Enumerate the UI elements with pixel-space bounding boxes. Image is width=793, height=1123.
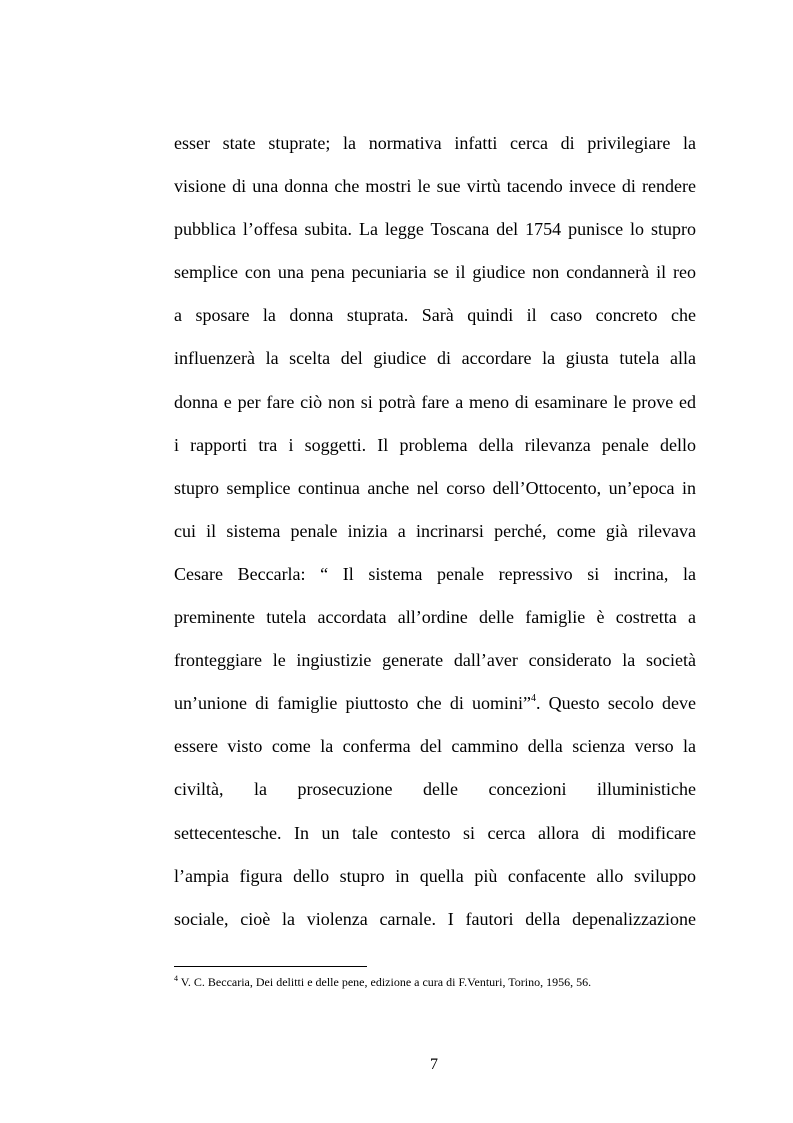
line-text-before-ref: un’unione di famiglie piuttosto che di uomini”	[174, 693, 531, 714]
body-line: visione di una donna che mostri le sue virtù tacendo invece di rendere	[174, 176, 696, 197]
body-line: pubblica l’offesa subita. La legge Toscana del 1754 punisce lo stupro	[174, 219, 696, 240]
footnote-text: V. C. Beccaria, Dei delitti e delle pene, edizione a cura di F.Venturi, Torino, 1956, 56.	[178, 975, 592, 989]
page-number: 7	[430, 1056, 438, 1073]
line-text-after-ref: . Questo secolo deve	[536, 693, 696, 714]
body-line: a sposare la donna stuprata. Sarà quindi il caso concreto che	[174, 305, 696, 326]
body-line: sociale, cioè la violenza carnale. I fautori della depenalizzazione	[174, 908, 696, 929]
body-line: l’ampia figura dello stupro in quella più confacente allo sviluppo	[174, 865, 696, 886]
footnote	[174, 974, 734, 990]
body-line: i rapporti tra i soggetti. Il problema della rilevanza penale dello	[174, 434, 696, 455]
body-line: stupro semplice continua anche nel corso dell’Ottocento, un’epoca in	[174, 477, 696, 498]
body-line: essere visto come la conferma del cammino della scienza verso la	[174, 736, 696, 757]
body-line: preminente tutela accordata all’ordine delle famiglie è costretta a	[174, 607, 696, 628]
body-line: fronteggiare le ingiustizie generate dall’aver considerato la società	[174, 650, 696, 671]
footnote-number: 4	[174, 974, 178, 983]
body-line: cui il sistema penale inizia a incrinarsi perché, come già rilevava	[174, 520, 696, 541]
body-line: influenzerà la scelta del giudice di accordare la giusta tutela alla	[174, 348, 696, 369]
body-line: donna e per fare ciò non si potrà fare a meno di esaminare le prove ed	[174, 391, 696, 412]
body-line: settecentesche. In un tale contesto si cerca allora di modificare	[174, 822, 696, 843]
body-line: semplice con una pena pecuniaria se il giudice non condannerà il reo	[174, 262, 696, 283]
body-text	[174, 122, 696, 941]
footnote-divider	[174, 966, 367, 967]
body-line: Cesare Beccarla: “ Il sistema penale repressivo si incrina, la	[174, 563, 696, 584]
body-line-with-footnote-ref	[174, 682, 696, 725]
body-line: civiltà, la prosecuzione delle concezioni illuministiche	[174, 779, 696, 800]
footnote-reference[interactable]: 4	[531, 693, 536, 705]
body-line: esser state stuprate; la normativa infatti cerca di privilegiare la	[174, 133, 696, 153]
